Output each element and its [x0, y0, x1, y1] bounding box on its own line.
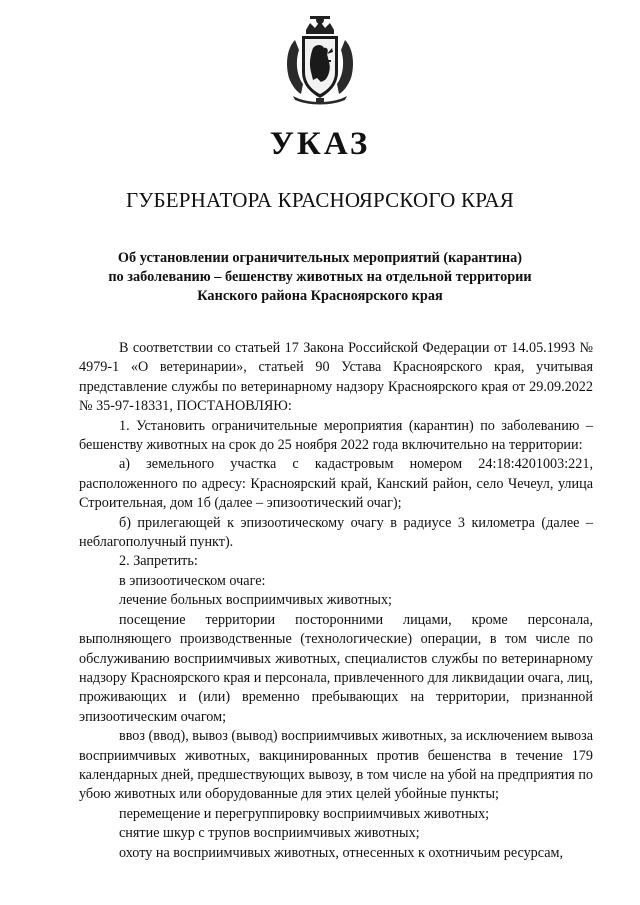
prohibition-item: ввоз (ввод), вывоз (вывод) восприимчивых животных, за исключением вывоза восприимчивых животных, вакцинированных против бешенства в течение 179 календарных дней, предшествующих вывозу, в том числе на убой на предприятия по убою животных или оборудованные для этих целей убойные пункты; [79, 728, 593, 803]
clause-1: 1. Установить ограничительные мероприятия (карантин) по заболеванию – бешенству животных на срок до 25 ноября 2022 года включительно на территории: [79, 417, 593, 454]
prohibition-item: посещение территории посторонними лицами, кроме персонала, выполняющего производственные (технологические) операции, в том числе по обслуживанию восприимчивых животных, специалистов службы по ветеринарному надзору Красноярского края и персонала, привлеченного для ликвидации очага, лиц, проживающих и (или) временно пребывающих на территории, признанной эпизоотическим очагом; [79, 611, 593, 725]
clause-2: 2. Запретить: [119, 553, 198, 570]
clause-1b: б) прилегающей к эпизоотическому очагу в радиусе 3 километра (далее – неблагополучный пункт). [79, 514, 593, 551]
prohibition-item: охоту на восприимчивых животных, отнесенных к охотничьим ресурсам, [119, 844, 564, 861]
subject-line: Канского района Красноярского края [197, 288, 443, 304]
prohibition-item: перемещение и перегруппировку восприимчивых животных; [119, 805, 490, 822]
preamble-paragraph: В соответствии со статьей 17 Закона Российской Федерации от 14.05.1993 № 4979-1 «О ветеринарии», статьей 90 Устава Красноярского края, учитывая представление службы по ветеринарному надзору Красноярского края от 29.09.2022 № 35-97-18331, ПОСТАНОВЛЯЮ: [79, 340, 593, 415]
clause-1a: а) земельного участка с кадастровым номером 24:18:4201003:221, расположенного по адресу: Красноярский край, Канский район, село Чечеул, улица Строительная, дом 1б (далее – эпизоотический очаг); [79, 456, 593, 512]
document-type-title: УКАЗ [269, 126, 371, 162]
krasnoyarsk-coat-of-arms-icon [283, 14, 357, 106]
subject-line: по заболеванию – бешенству животных на отдельной территории [108, 269, 532, 285]
subject-line: Об установлении ограничительных мероприятий (карантина) [117, 250, 523, 266]
prohibition-item: снятие шкур с трупов восприимчивых животных; [119, 825, 420, 842]
prohibition-item: лечение больных восприимчивых животных; [119, 592, 392, 609]
decree-body [79, 339, 593, 863]
focus-heading: в эпизоотическом очаге: [119, 572, 266, 589]
decree-subject [0, 249, 640, 306]
issuer-title: ГУБЕРНАТОРА КРАСНОЯРСКОГО КРАЯ [126, 188, 514, 212]
